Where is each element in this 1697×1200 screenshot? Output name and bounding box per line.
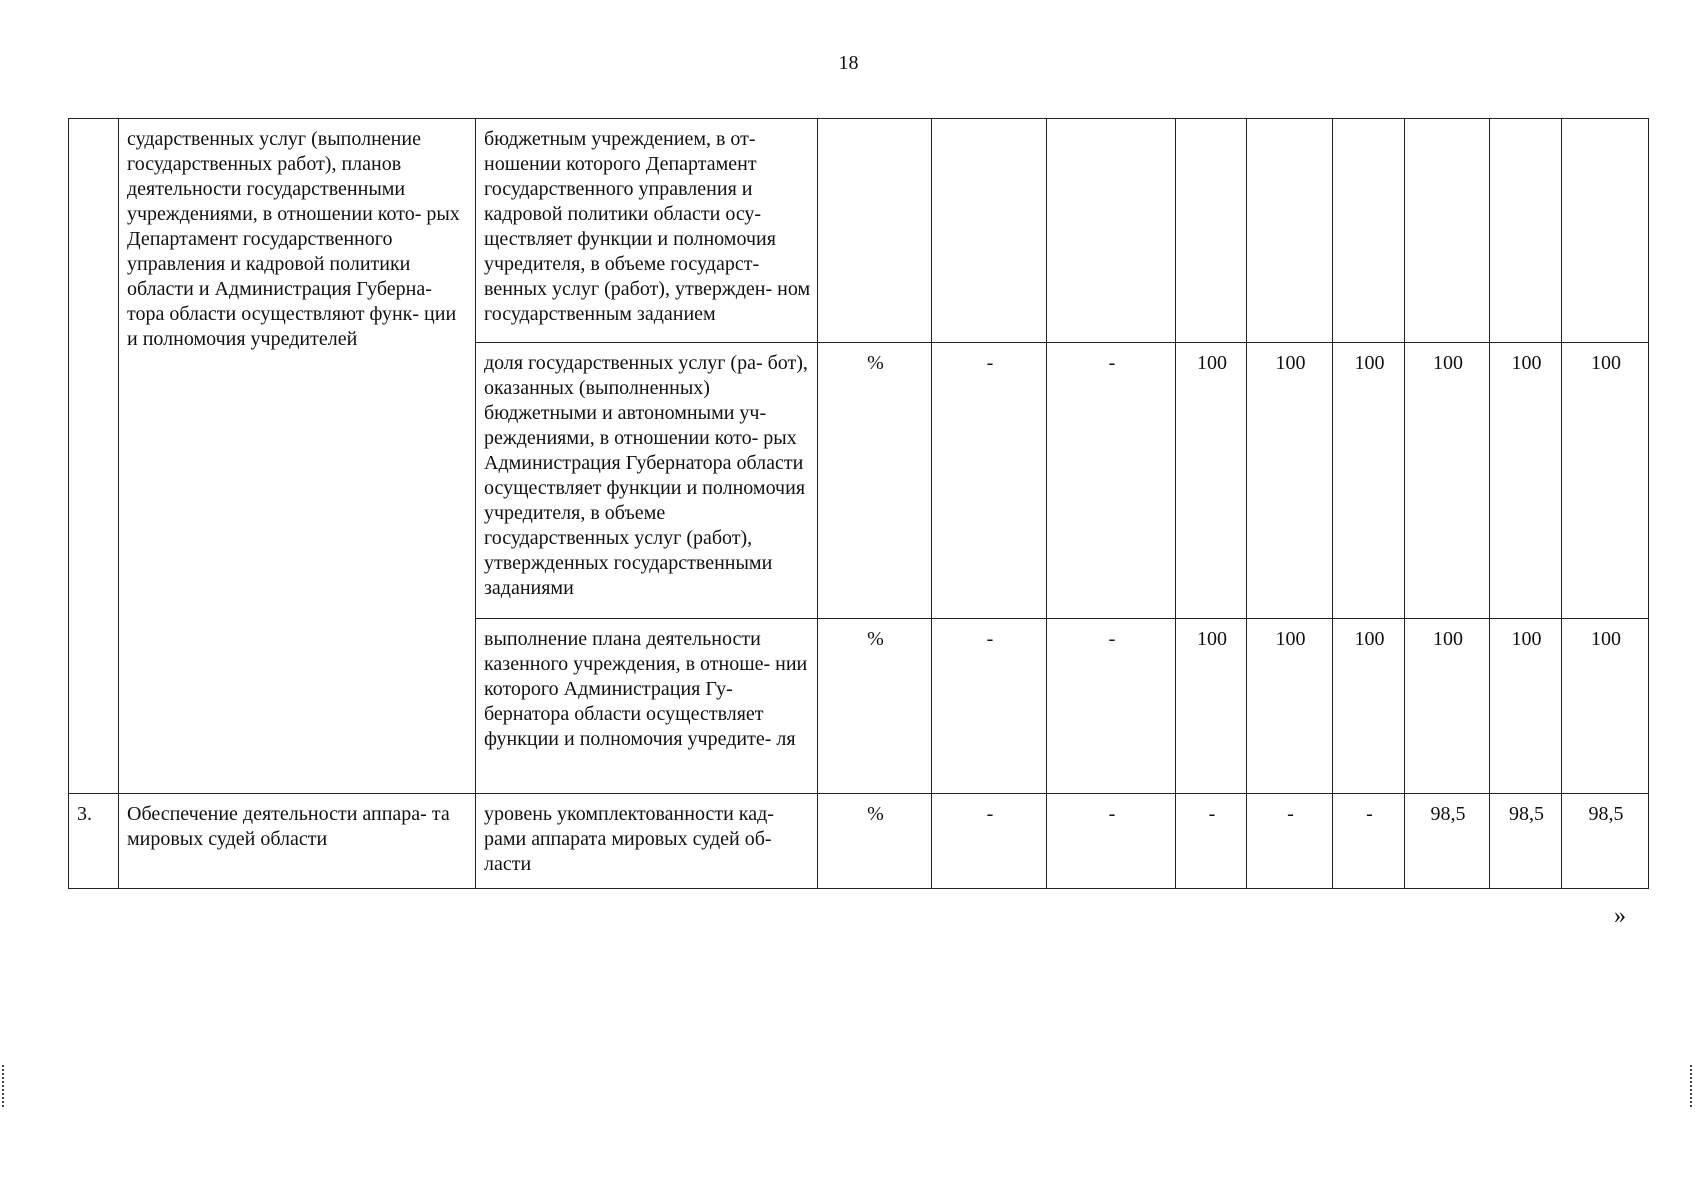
value-cell: 100 — [1562, 619, 1649, 794]
table-row — [69, 119, 1649, 343]
unit-cell — [818, 119, 932, 343]
value-cell — [1405, 119, 1490, 343]
row-index-cell: 3. — [69, 794, 119, 889]
scan-edge-mark-left — [2, 1065, 6, 1107]
value-cell — [1562, 119, 1649, 343]
value-cell: - — [1047, 343, 1176, 619]
value-cell: 100 — [1562, 343, 1649, 619]
value-cell — [1490, 119, 1562, 343]
value-cell: - — [1176, 794, 1247, 889]
value-cell: - — [1333, 794, 1405, 889]
value-cell — [932, 119, 1047, 343]
row-index-cell — [69, 119, 119, 794]
value-cell: - — [932, 619, 1047, 794]
indicator-cell: бюджетным учреждением, в от- ношении которого Департамент государственного управления и кадровой политики области осу- ществляет функции и полномочия учредителя, в объеме государст- венных услуг (работ), утвержден- ном государственным заданием — [476, 119, 818, 343]
indicator-cell: выполнение плана деятельности казенного учреждения, в отноше- нии которого Администрация Гу- бернатора области осуществляет функции и полномочия учредите- ля — [476, 619, 818, 794]
page-number: 18 — [838, 52, 859, 74]
value-cell: 98,5 — [1490, 794, 1562, 889]
value-cell — [1176, 119, 1247, 343]
unit-cell: % — [818, 794, 932, 889]
indicator-cell: уровень укомплектованности кад- рами аппарата мировых судей об- ласти — [476, 794, 818, 889]
value-cell: - — [932, 343, 1047, 619]
value-cell: - — [1247, 794, 1333, 889]
value-cell: 100 — [1405, 343, 1490, 619]
value-cell — [1333, 119, 1405, 343]
value-cell: 100 — [1333, 343, 1405, 619]
indicators-table — [68, 118, 1649, 889]
value-cell: - — [1047, 619, 1176, 794]
value-cell: 100 — [1247, 619, 1333, 794]
scan-edge-mark-right — [1690, 1065, 1694, 1107]
value-cell: - — [1047, 794, 1176, 889]
unit-cell: % — [818, 619, 932, 794]
value-cell: 100 — [1490, 343, 1562, 619]
value-cell — [1247, 119, 1333, 343]
closing-quote-mark: » — [1614, 903, 1626, 929]
unit-cell: % — [818, 343, 932, 619]
value-cell: 100 — [1176, 343, 1247, 619]
table-row — [69, 794, 1649, 889]
value-cell: 100 — [1405, 619, 1490, 794]
measure-cell: сударственных услуг (выполнение государственных работ), планов деятельности государственными учреждениями, в отношении кото- рых Департамент государственного управления и кадровой политики области и Администрация Губерна- тора области осуществляют функ- ции и полномочия учредителей — [119, 119, 476, 794]
value-cell: 98,5 — [1562, 794, 1649, 889]
measure-cell: Обеспечение деятельности аппара- та мировых судей области — [119, 794, 476, 889]
value-cell: 98,5 — [1405, 794, 1490, 889]
indicator-cell: доля государственных услуг (ра- бот), оказанных (выполненных) бюджетными и автономными уч- реждениями, в отношении кото- рых Администрация Губернатора области осуществляет функции и полномочия учредителя, в объеме государственных услуг (работ), утвержденных государственными заданиями — [476, 343, 818, 619]
value-cell: 100 — [1490, 619, 1562, 794]
value-cell: - — [932, 794, 1047, 889]
value-cell: 100 — [1247, 343, 1333, 619]
value-cell: 100 — [1333, 619, 1405, 794]
value-cell: 100 — [1176, 619, 1247, 794]
value-cell — [1047, 119, 1176, 343]
